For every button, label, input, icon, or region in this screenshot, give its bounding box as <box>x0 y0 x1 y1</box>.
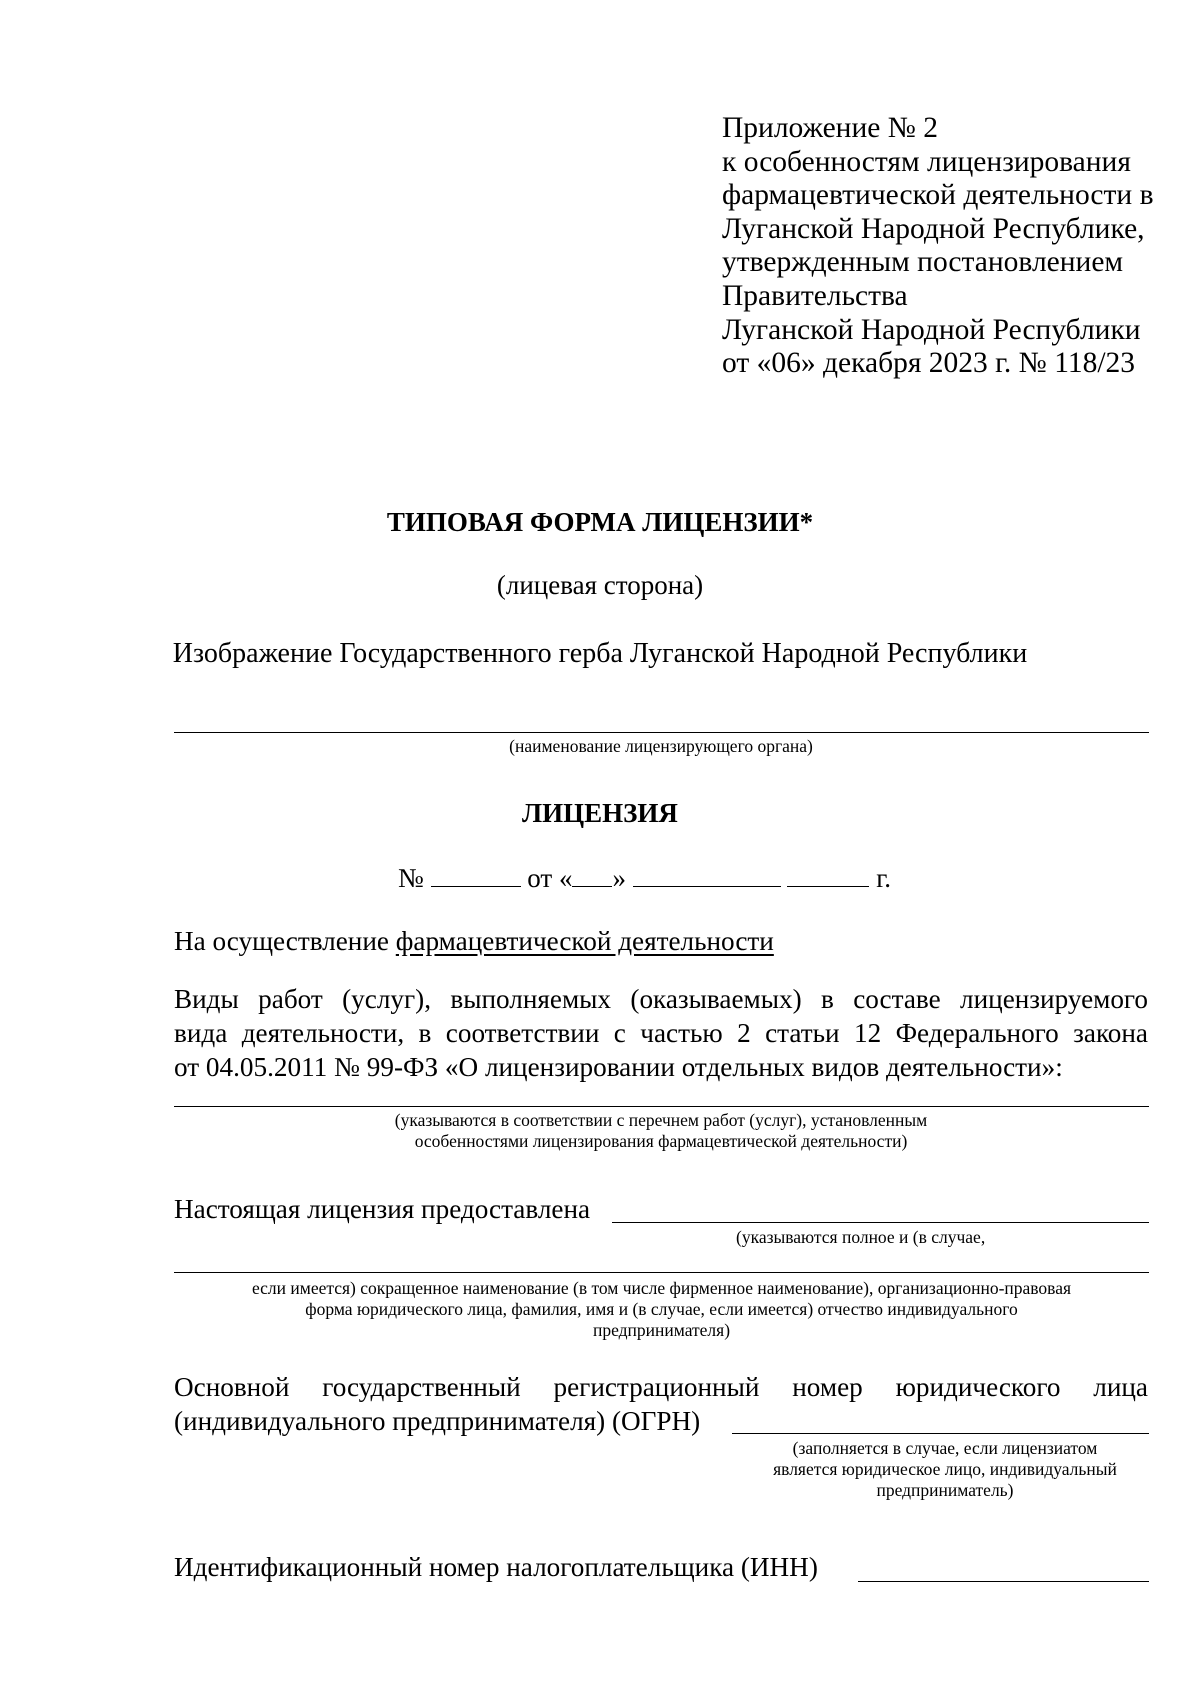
number-blank <box>431 862 521 887</box>
grantee-caption-line: предпринимателя) <box>592 1320 731 1340</box>
form-title: ТИПОВАЯ ФОРМА ЛИЦЕНЗИИ* <box>386 507 814 537</box>
ogrn-caption-line: (заполняется в случае, если лицензиатом <box>792 1438 1098 1458</box>
year-blank <box>787 862 869 887</box>
ogrn-paragraph <box>174 1370 1148 1438</box>
grantee-caption <box>174 1278 1149 1341</box>
appendix-line: Правительства <box>722 279 908 312</box>
activity-prefix: На осуществление <box>174 926 396 956</box>
license-number-line <box>398 862 891 894</box>
grantee-line <box>174 1192 1148 1226</box>
appendix-reference <box>722 112 1182 381</box>
authority-blank-line <box>174 732 1149 733</box>
grantee-blank-line <box>612 1222 1149 1223</box>
appendix-line: Луганской Народной Республики <box>722 313 1141 346</box>
ogrn-line: Основной государственный регистрационный номер юридического лица <box>174 1372 1148 1402</box>
day-blank <box>572 862 612 887</box>
appendix-line: утвержденным постановлением <box>722 246 1124 279</box>
grantee-second-blank-line <box>174 1272 1149 1273</box>
ogrn-caption-line: предприниматель) <box>876 1480 1014 1500</box>
works-blank-line <box>174 1106 1149 1107</box>
year-suffix: г. <box>876 863 891 893</box>
appendix-line: Луганской Народной Республике, <box>722 212 1145 245</box>
grantee-caption-line: если имеется) сокращенное наименование (в том числе фирменное наименование), организационно-правовая <box>251 1278 1072 1298</box>
grantee-caption-start: (указываются полное и (в случае, <box>736 1227 986 1247</box>
works-line: от 04.05.2011 № 99-ФЗ «О лицензировании отдельных видов деятельности»: <box>174 1052 1063 1082</box>
inn-line <box>174 1550 1148 1584</box>
appendix-line: от «06» декабря 2023 г. № 118/23 <box>722 347 1136 380</box>
month-blank <box>633 862 781 887</box>
emblem-placeholder-text: Изображение Государственного герба Луганской Народной Республики <box>172 638 1028 669</box>
works-line: вида деятельности, в соответствии с частью 2 статьи 12 Федерального закона <box>174 1018 1148 1048</box>
works-caption-line: особенностями лицензирования фармацевтической деятельности) <box>414 1131 908 1151</box>
appendix-line: Приложение № 2 <box>722 112 938 144</box>
works-line: Виды работ (услуг), выполняемых (оказываемых) в составе лицензируемого <box>174 984 1148 1014</box>
inn-blank-line <box>858 1581 1149 1582</box>
inn-label: Идентификационный номер налогоплательщика (ИНН) <box>174 1552 818 1582</box>
number-sign: № <box>398 863 424 893</box>
works-caption <box>0 1110 1200 1152</box>
quote-close: » <box>612 863 626 893</box>
activity-line <box>174 924 1148 958</box>
grantee-caption-line: форма юридического лица, фамилия, имя и (в случае, если имеется) отчество индивидуального <box>305 1299 1018 1319</box>
grantee-label: Настоящая лицензия предоставлена <box>174 1194 591 1224</box>
activity-value: фармацевтической деятельности <box>395 926 774 956</box>
works-caption-line: (указываются в соответствии с перечнем работ (услуг), установленным <box>394 1110 928 1130</box>
appendix-line: к особенностям лицензирования <box>722 145 1131 178</box>
form-side-label: (лицевая сторона) <box>496 570 704 600</box>
ogrn-line: (индивидуального предпринимателя) (ОГРН) <box>174 1406 701 1436</box>
license-heading: ЛИЦЕНЗИЯ <box>522 798 678 828</box>
from-label: от « <box>527 863 573 893</box>
ogrn-caption <box>740 1438 1150 1501</box>
authority-caption: (наименование лицензирующего органа) <box>509 736 813 756</box>
ogrn-blank-line <box>732 1433 1149 1434</box>
ogrn-caption-line: является юридическое лицо, индивидуальный <box>773 1459 1117 1479</box>
works-paragraph <box>174 982 1148 1084</box>
appendix-line: фармацевтической деятельности в <box>722 179 1154 212</box>
